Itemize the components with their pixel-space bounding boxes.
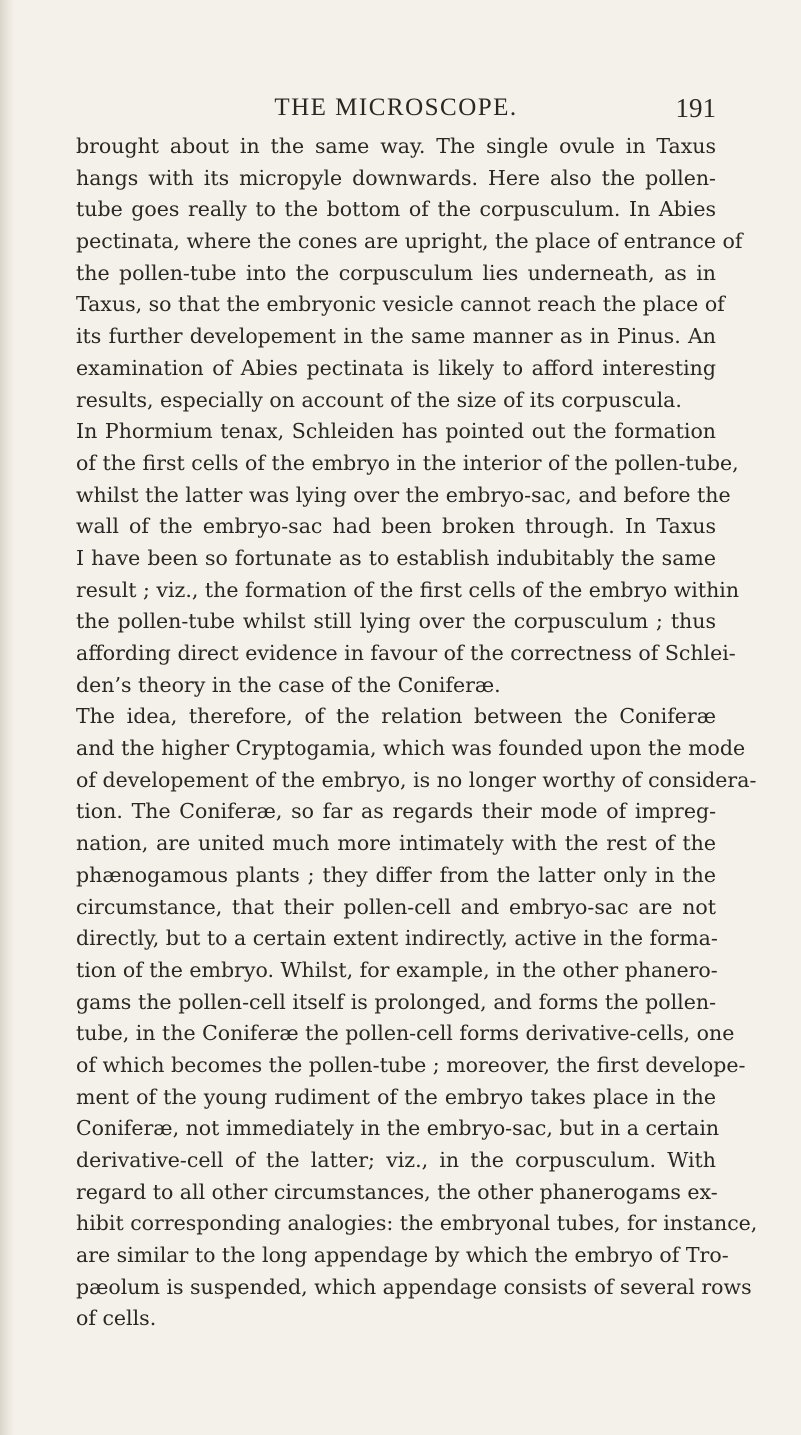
- text-line: wall of the embryo-sac had been broken through. In Taxus: [76, 514, 716, 539]
- running-title: THE MICROSCOPE.: [274, 94, 518, 121]
- text-line: I have been so fortunate as to establish indubitably the same: [76, 545, 716, 570]
- text-line: phænogamous plants ; they differ from the latter only in the: [76, 862, 716, 887]
- page-number: 191: [675, 93, 716, 123]
- text-line: regard to all other circumstances, the other phanerogams ex-: [76, 1179, 718, 1204]
- text-line: In Phormium tenax, Schleiden has pointed out the formation: [76, 419, 716, 444]
- text-line: of cells.: [76, 1306, 157, 1331]
- text-line: the pollen-tube into the corpusculum lies underneath, as in: [76, 260, 716, 285]
- text-line: circumstance, that their pollen-cell and embryo-sac are not: [76, 894, 716, 919]
- text-line: result ; viz., the formation of the first cells of the embryo within: [76, 577, 740, 602]
- text-line: affording direct evidence in favour of the correctness of Schlei-: [76, 641, 736, 665]
- text-line: its further developement in the same manner as in Pinus. An: [76, 324, 716, 349]
- text-line: the pollen-tube whilst still lying over the corpusculum ; thus: [76, 609, 716, 634]
- text-line: ment of the young rudiment of the embryo takes place in the: [76, 1084, 716, 1109]
- text-line: The idea, therefore, of the relation between the Coniferæ: [76, 704, 716, 729]
- text-line: pectinata, where the cones are upright, the place of entrance of: [76, 229, 743, 254]
- text-line: tion of the embryo. Whilst, for example, in the other phanero-: [76, 957, 718, 982]
- text-line: and the higher Cryptogamia, which was founded upon the mode: [76, 736, 746, 761]
- text-line: Taxus, so that the embryonic vesicle cannot reach the place of: [76, 292, 725, 317]
- text-line: tube goes really to the bottom of the corpusculum. In Abies: [76, 197, 716, 222]
- text-line: derivative-cell of the latter; viz., in the corpusculum. With: [76, 1148, 716, 1172]
- text-body: [76, 131, 758, 1335]
- text-line: of which becomes the pollen-tube ; moreover, the first develope-: [76, 1052, 746, 1077]
- text-line: nation, are united much more intimately with the rest of the: [76, 831, 716, 856]
- text-line: tion. The Coniferæ, so far as regards their mode of impreg-: [76, 799, 716, 824]
- text-line: Coniferæ, not immediately in the embryo-sac, but in a certain: [76, 1116, 720, 1141]
- text-line: tube, in the Coniferæ the pollen-cell forms derivative-cells, one: [76, 1021, 735, 1046]
- text-line: are similar to the long appendage by which the embryo of Tro-: [76, 1243, 729, 1268]
- text-line: examination of Abies pectinata is likely to afford interesting: [76, 355, 716, 380]
- text-line: of developement of the embryo, is no longer worthy of considera-: [76, 767, 757, 792]
- text-line: gams the pollen-cell itself is prolonged, and forms the pollen-: [76, 989, 716, 1014]
- page-edge-shadow: [0, 0, 14, 1435]
- running-head: [76, 88, 716, 128]
- text-line: brought about in the same way. The single ovule in Taxus: [76, 134, 716, 158]
- text-line: pæolum is suspended, which appendage consists of several rows: [76, 1274, 752, 1299]
- text-line: whilst the latter was lying over the embryo-sac, and before the: [76, 482, 731, 507]
- text-line: directly, but to a certain extent indirectly, active in the forma-: [76, 926, 718, 951]
- text-line: den’s theory in the case of the Coniferæ.: [76, 672, 501, 697]
- text-line: of the first cells of the embryo in the interior of the pollen-tube,: [76, 450, 739, 475]
- text-line: hangs with its micropyle downwards. Here also the pollen-: [76, 165, 716, 190]
- text-line: hibit corresponding analogies: the embryonal tubes, for instance,: [76, 1211, 758, 1236]
- text-line: results, especially on account of the size of its corpuscula.: [76, 387, 682, 412]
